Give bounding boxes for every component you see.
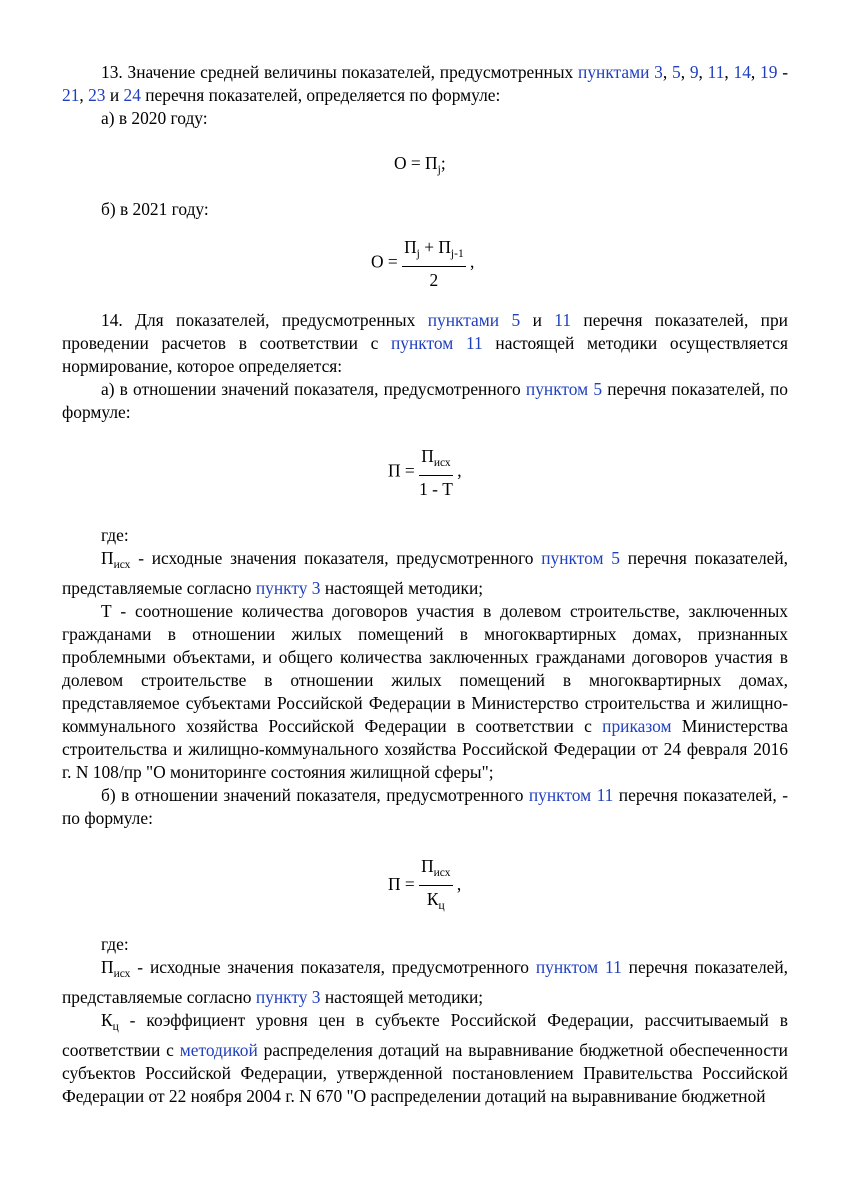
link-punkt-24[interactable]: 24 — [123, 85, 141, 105]
link-punkt-9[interactable]: 9 — [689, 62, 699, 82]
link-punktom-11[interactable]: пунктом 11 — [528, 785, 614, 805]
link-punktami[interactable]: пунктами — [578, 62, 650, 82]
link-punkt-11[interactable]: 11 — [707, 62, 725, 82]
formula-4-block — [62, 830, 788, 933]
where-label-1: где: — [101, 525, 129, 545]
fraction: $\frac{П_{исх}}{К_ц}$ — [421, 856, 451, 912]
paragraph-14-a: а) в отношении значений показателя, предусмотренного пунктом 5 перечня показателей, по формуле: — [62, 379, 788, 422]
link-punktom-11[interactable]: пунктом 11 — [535, 957, 622, 977]
formula-3-block — [62, 424, 788, 524]
definition-k-c: $К_ц$ - коэффициент уровня цен в субъекте Российской Федерации, рассчитываемый в соответствии с методикой распределения дотаций на выравнивание бюджетной обеспеченности субъектов Российской Федерации, утвержденной постановлением Правительства Российской Федерации от 22 ноября 2004 г. N 670 "О распределении дотаций на выравнивание бюджетной — [62, 1010, 788, 1106]
link-punkt-5[interactable]: 5 — [511, 310, 521, 330]
definition-p-isx-2: $П_{исх}$ - исходные значения показателя, предусмотренного пунктом 11 перечня показателей, представляемые согласно пункту 3 настоящей методики; — [62, 957, 788, 1007]
link-punkt-19[interactable]: 19 — [760, 62, 778, 82]
paragraph-13-a: а) в 2020 году: — [101, 108, 208, 128]
formula-2: О = $\frac{П_j + П_{j-1}}{2}$ , — [371, 237, 475, 290]
formula-3: П = $\frac{П_{исх}}{1 - Т}$ , — [388, 446, 462, 499]
link-prikazom[interactable]: приказом — [602, 716, 672, 736]
link-punkt-5[interactable]: 5 — [672, 62, 681, 82]
link-punkt-21[interactable]: 21 — [62, 85, 80, 105]
formula-1-block — [62, 130, 788, 198]
link-punkt-14[interactable]: 14 — [733, 62, 751, 82]
link-punkt-23[interactable]: 23 — [88, 85, 106, 105]
link-punktom-5[interactable]: пунктом 5 — [541, 548, 620, 568]
link-punktu-3[interactable]: пункту 3 — [255, 987, 321, 1007]
link-metodikoy[interactable]: методикой — [179, 1040, 258, 1060]
definition-p-isx-1: $П_{исх}$ - исходные значения показателя, предусмотренного пунктом 5 перечня показателей, представляемые согласно пункту 3 настоящей методики; — [62, 548, 789, 598]
paragraph-14-b: б) в отношении значений показателя, предусмотренного пунктом 11 перечня показателей, - по формуле: — [62, 785, 788, 828]
paragraph-13: 13. Значение средней величины показателей, предусмотренных пунктами 3, 5, 9, 11, 14, 19 - 21, 23 и 24 перечня показателей, определяется по формуле: — [62, 62, 788, 105]
fraction: $\frac{П_{исх}}{1 - Т}$ — [419, 446, 453, 499]
link-punkt-3[interactable]: 3 — [654, 62, 663, 82]
formula-4: П = $\frac{П_{исх}}{К_ц}$ , — [388, 856, 461, 916]
fraction: $\frac{П_j + П_{j-1}}{2}$ — [404, 237, 464, 290]
link-punktom-5[interactable]: пунктом 5 — [525, 379, 603, 399]
definition-t: Т - соотношение количества договоров участия в долевом строительстве, заключенных гражданами в отношении жилых помещений в многоквартирных домах, признанных проблемными объектами, и общего количества заключенных гражданами договоров участия в долевом строительстве в отношении жилых помещений в многоквартирных домах, представляемое субъектами Российской Федерации в Министерство строительства и жилищно-коммунального хозяйства Российской Федерации в соответствии с приказом Министерства строительства и жилищно-коммунального хозяйства Российской Федерации от 24 февраля 2016 г. N 108/пр "О мониторинге состояния жилищной сферы"; — [62, 601, 788, 782]
link-punktu-3[interactable]: пункту 3 — [255, 578, 321, 598]
link-punkt-11[interactable]: 11 — [554, 310, 572, 330]
paragraph-13-b: б) в 2021 году: — [101, 199, 209, 219]
formula-1: $О = П_j$; — [394, 153, 446, 176]
link-punktom-11[interactable]: пунктом 11 — [391, 333, 483, 353]
link-punktami[interactable]: пунктами — [427, 310, 500, 330]
where-label-2: где: — [101, 934, 129, 954]
paragraph-14: 14. Для показателей, предусмотренных пунктами 5 и 11 перечня показателей, при проведении расчетов в соответствии с пунктом 11 настоящей методики осуществляется нормирование, которое определяется: — [62, 310, 788, 376]
formula-2-block — [62, 221, 788, 309]
